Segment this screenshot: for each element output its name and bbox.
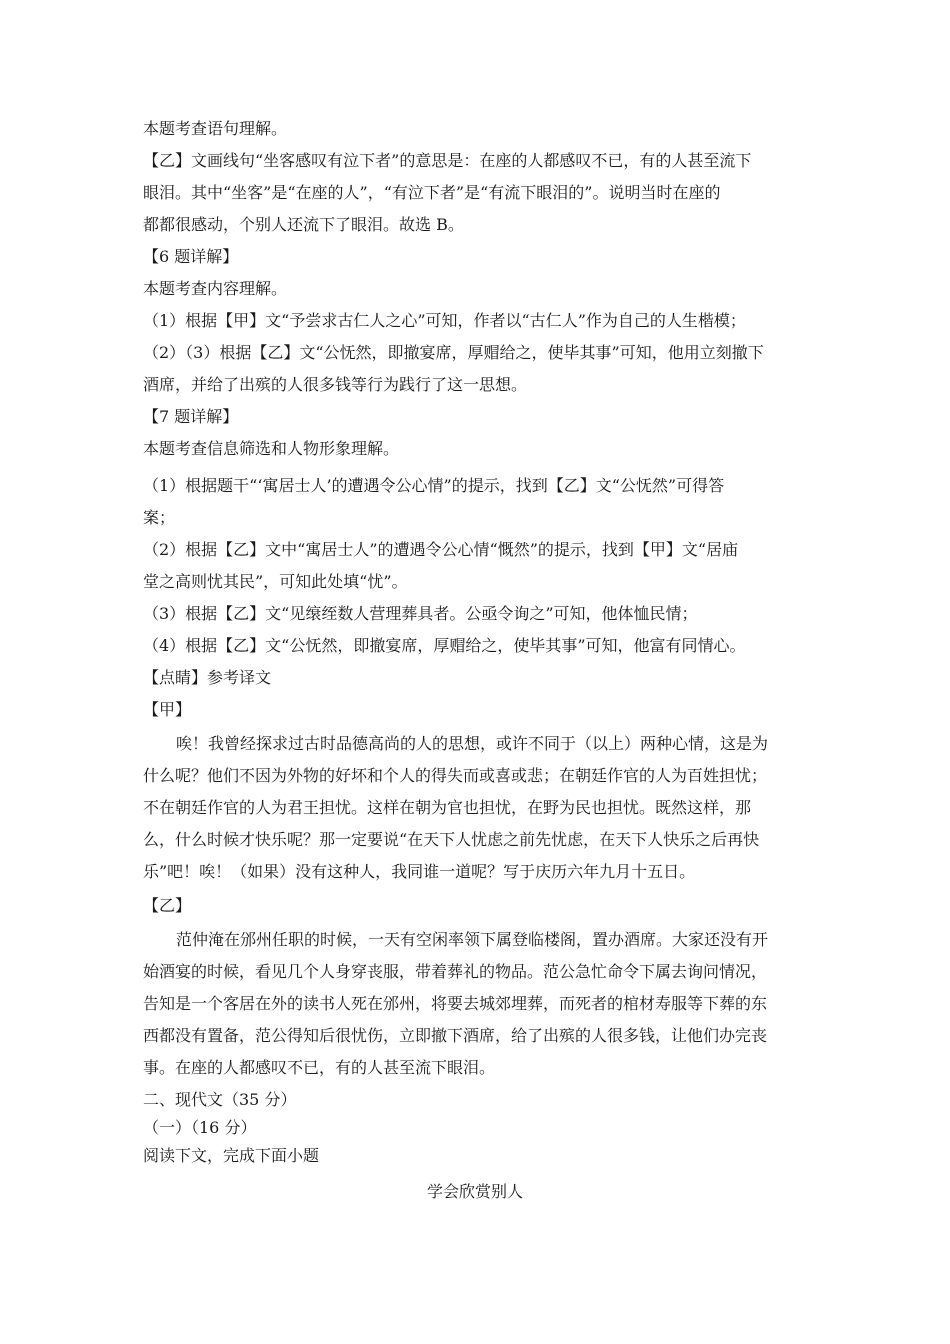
section-heading: 二、现代文（35 分） xyxy=(143,1090,297,1109)
paragraph-line: 不在朝廷作官的人为君王担忧。这样在朝为官也担忧，在野为民也担忧。既然这样，那 xyxy=(143,798,752,817)
text-line: 酒席，并给了出殡的人很多钱等行为践行了这一思想。 xyxy=(143,375,528,394)
paragraph-line: 事。在座的人都感叹不已，有的人甚至流下眼泪。 xyxy=(143,1058,496,1077)
paragraph-line: 告知是一个客居在外的读书人死在邠州，将要去城郊埋葬，而死者的棺材寿服等下葬的东 xyxy=(143,994,768,1013)
section-heading: 【7 题详解】 xyxy=(143,407,239,426)
text-line: 本题考查内容理解。 xyxy=(143,279,288,298)
text-line: （3）根据【乙】文“见缞绖数人营理葬具者。公亟令询之”可知，他体恤民情； xyxy=(143,604,698,623)
paragraph-line: 始酒宴的时候，看见几个人身穿丧服，带着葬礼的物品。范公急忙命令下属去询问情况， xyxy=(143,962,768,981)
text-line: 本题考查信息筛选和人物形象理解。 xyxy=(143,439,400,458)
paragraph-line: 西都没有置备，范公得知后很忧伤，立即撤下酒席，给了出殡的人很多钱，让他们办完丧 xyxy=(143,1026,768,1045)
paragraph-line: 么，什么时候才快乐呢？那一定要说“在天下人忧虑之前先忧虑，在天下人快乐之后再快 xyxy=(143,830,760,849)
section-heading: 【乙】 xyxy=(143,896,192,915)
text-line: （1）根据【甲】文“予尝求古仁人之心”可知，作者以“古仁人”作为自己的人生楷模； xyxy=(143,311,746,330)
text-line: 【乙】文画线句“坐客感叹有泣下者”的意思是：在座的人都感叹不已，有的人甚至流下 xyxy=(143,151,752,170)
paragraph-line: 唉！我曾经探求过古时品德高尚的人的思想，或许不同于（以上）两种心情，这是为 xyxy=(176,734,769,753)
text-line: 阅读下文，完成下面小题 xyxy=(143,1146,320,1165)
text-line: （2）根据【乙】文中“寓居士人”的遭遇令公心情“慨然”的提示，找到【甲】文“居庙 xyxy=(143,540,739,559)
section-heading: 【点睛】参考译文 xyxy=(143,668,272,687)
article-title: 学会欣赏别人 xyxy=(426,1182,523,1201)
text-line: （2）（3）根据【乙】文“公怃然，即撤宴席，厚赗给之，使毕其事”可知，他用立刻撤下 xyxy=(143,343,764,362)
text-line: 本题考查语句理解。 xyxy=(143,119,288,138)
text-line: 堂之高则忧其民”，可知此处填“忧”。 xyxy=(143,572,408,591)
section-heading: 【甲】 xyxy=(143,700,192,719)
text-line: 案； xyxy=(143,508,176,527)
paragraph-line: 范仲淹在邠州任职的时候，一天有空闲率领下属登临楼阁，置办酒席。大家还没有开 xyxy=(176,930,769,949)
section-heading: 【6 题详解】 xyxy=(143,247,239,266)
text-line: （1）根据题干“‘寓居士人’的遭遇令公心情”的提示，找到【乙】文“公怃然”可得答 xyxy=(143,476,725,495)
section-heading: （一）（16 分） xyxy=(143,1118,257,1137)
text-line: （4）根据【乙】文“公怃然，即撤宴席，厚赗给之，使毕其事”可知，他富有同情心。 xyxy=(143,636,746,655)
paragraph-line: 什么呢？他们不因为外物的好坏和个人的得失而或喜或悲；在朝廷作官的人为百姓担忧； xyxy=(143,766,768,785)
text-line: 都都很感动，个别人还流下了眼泪。故选 B。 xyxy=(143,215,464,234)
paragraph-line: 乐”吧！唉！（如果）没有这种人，我同谁一道呢？写于庆历六年九月十五日。 xyxy=(143,862,696,881)
text-line: 眼泪。其中“坐客”是“在座的人”，“有泣下者”是“有流下眼泪的”。说明当时在座的 xyxy=(143,183,721,202)
